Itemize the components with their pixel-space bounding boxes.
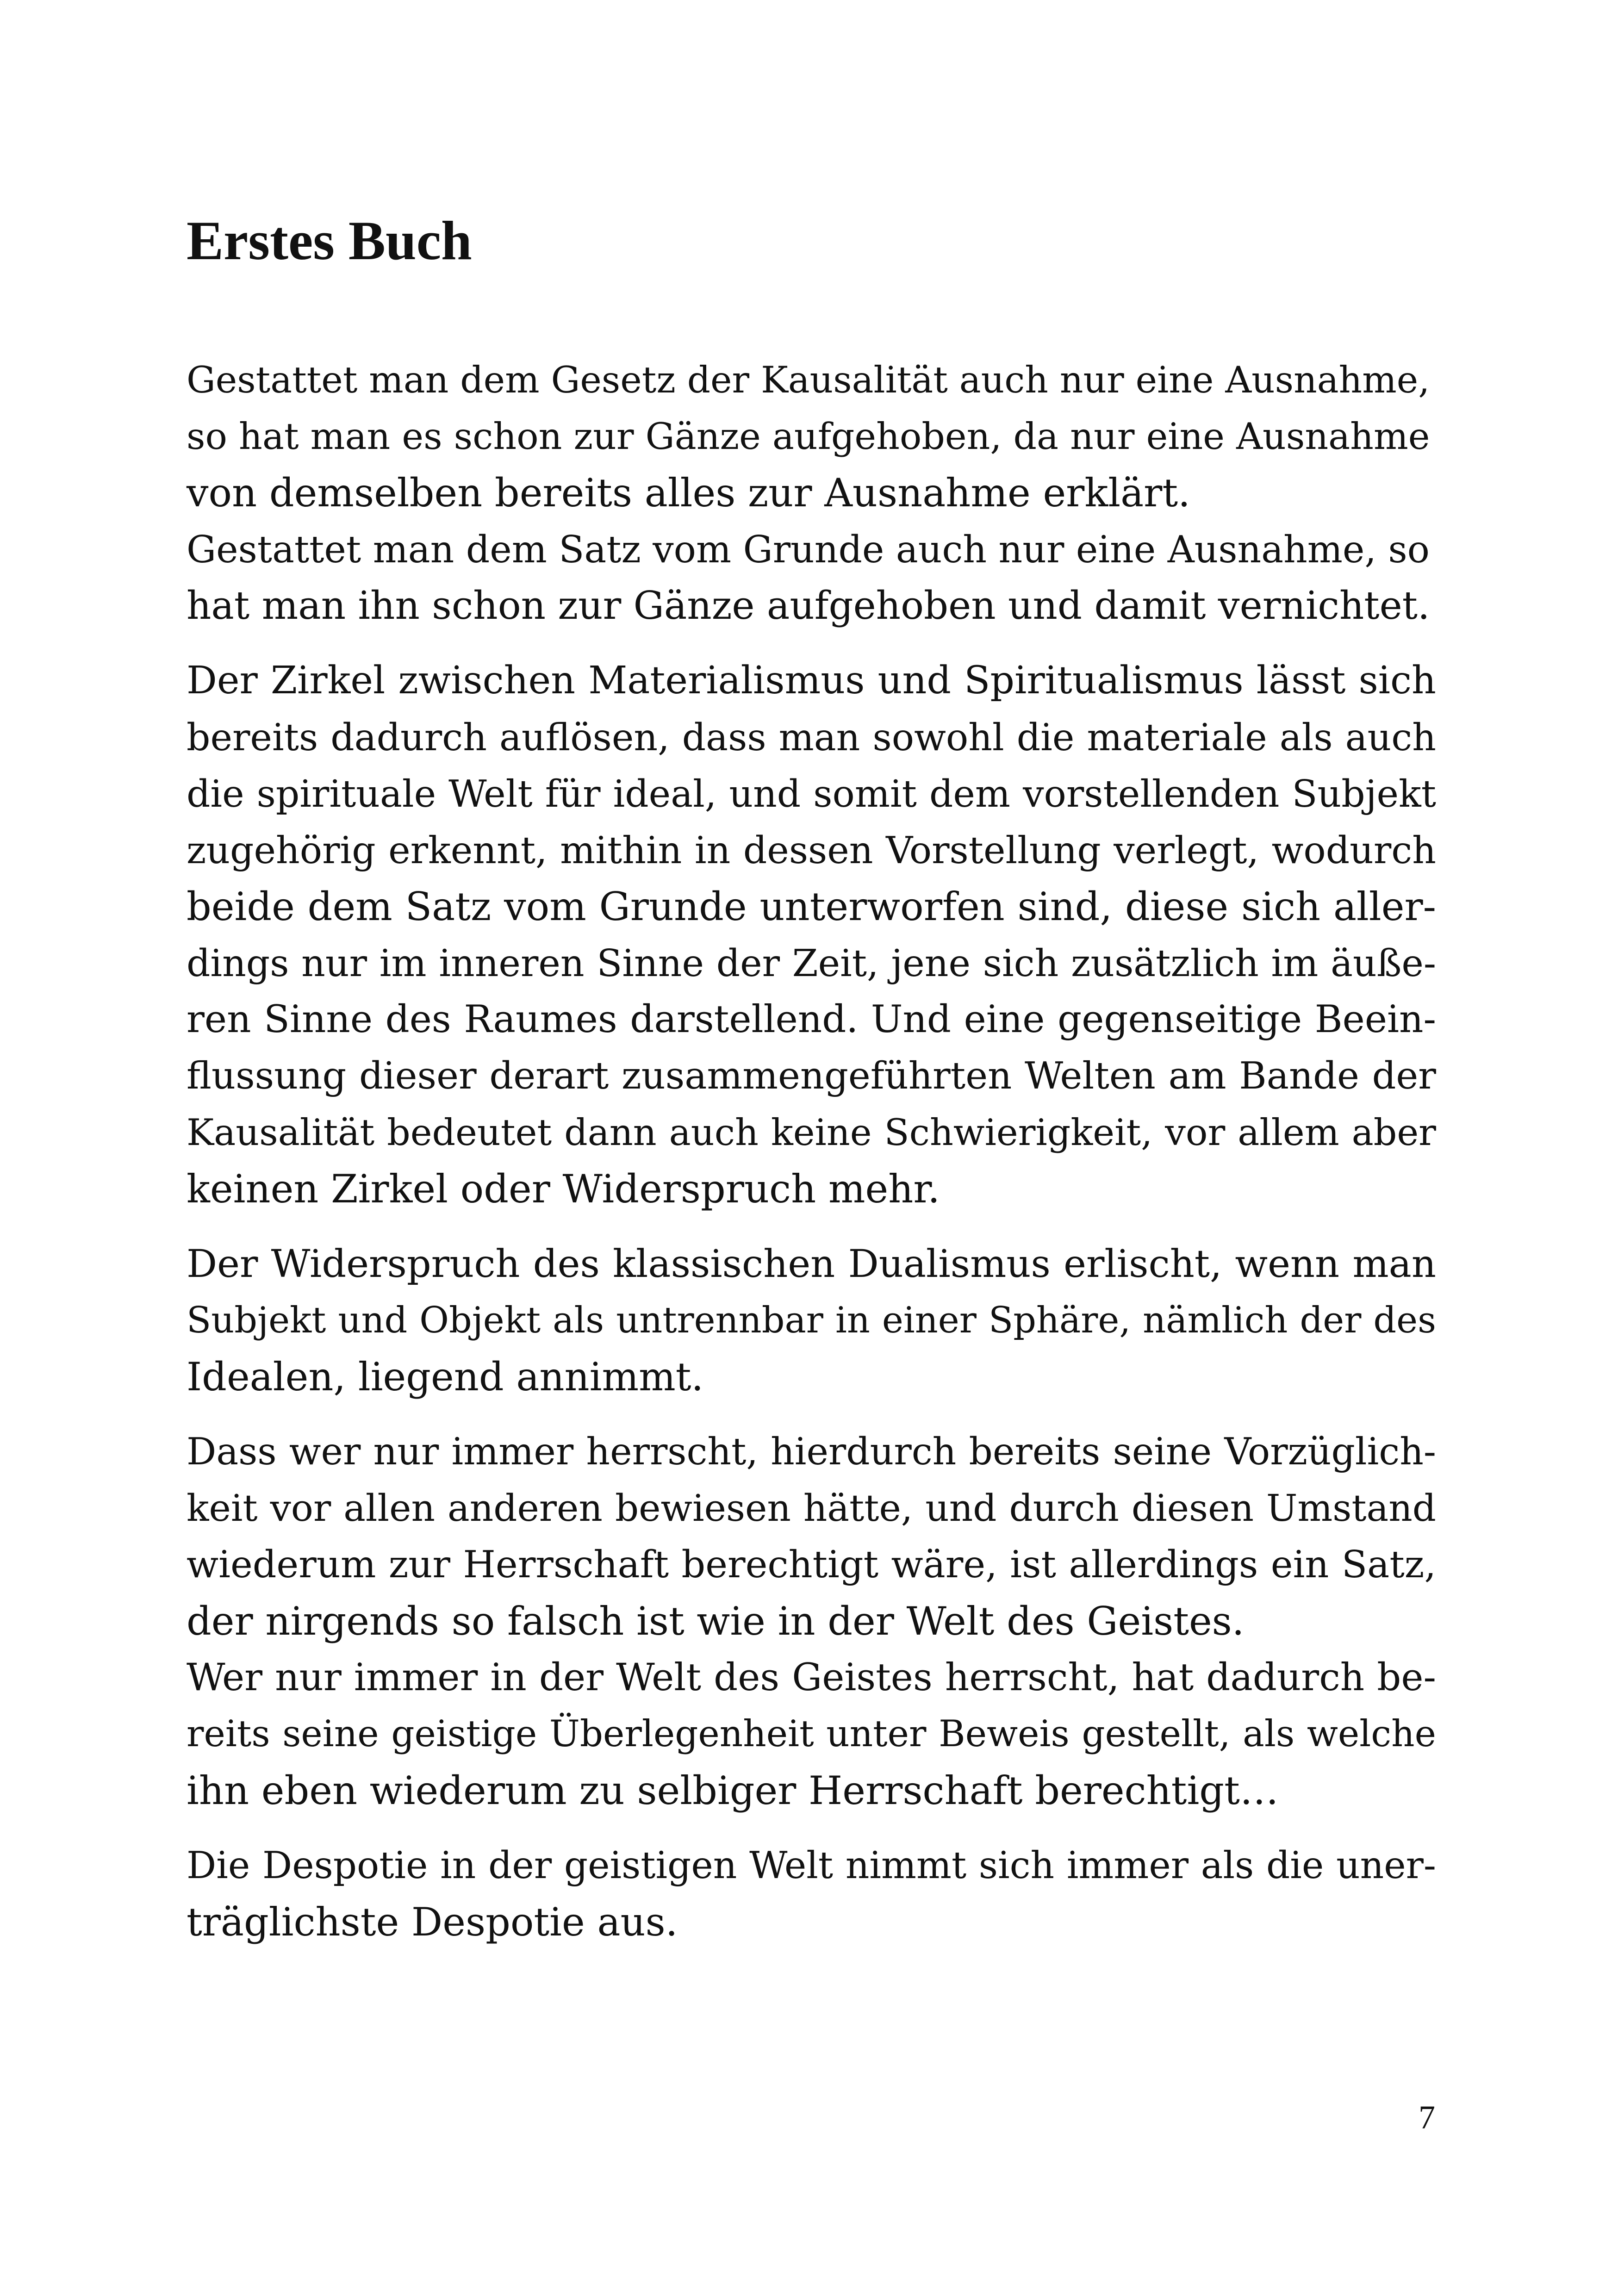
text-line: keinen Zirkel oder Widerspruch mehr. [187, 1166, 940, 1212]
chapter-title: Erstes Buch [187, 210, 472, 271]
text-line: hat man ihn schon zur Gänze aufgehoben und damit vernichtet. [187, 583, 1430, 628]
text-line: ihn eben wiederum zu selbiger Herrschaft berechtigt… [187, 1768, 1279, 1813]
text-line: so hat man es schon zur Gänze aufgehoben, da nur eine Ausnahme [187, 415, 1430, 458]
text-line: wiederum zur Herrschaft berechtigt wäre, ist allerdings ein Satz, [187, 1543, 1436, 1587]
paragraph [187, 1236, 1436, 1405]
text-line: beide dem Satz vom Grunde unterworfen sind, diese sich aller- [187, 884, 1436, 929]
text-line: Idealen, liegend annimmt. [187, 1354, 704, 1400]
text-line: von demselben bereits alles zur Ausnahme erklärt. [187, 470, 1190, 516]
text-line: der nirgends so falsch ist wie in der Welt des Geistes. [187, 1599, 1245, 1644]
text-line: Kausalität bedeutet dann auch keine Schwierigkeit, vor allem aber [187, 1111, 1436, 1154]
paragraph [187, 653, 1436, 1217]
text-line: träglichste Despotie aus. [187, 1899, 678, 1945]
text-line: bereits dadurch auflösen, dass man sowohl die materiale als auch [187, 716, 1436, 759]
text-line: Gestattet man dem Gesetz der Kausalität auch nur eine Ausnahme, [187, 359, 1430, 401]
text-line: Dass wer nur immer herrscht, hierdurch bereits seine Vorzüglich- [187, 1430, 1436, 1473]
text-line: Der Widerspruch des klassischen Dualismus erlischt, wenn man [187, 1242, 1436, 1286]
paragraph [187, 1424, 1436, 1819]
paragraph [187, 1837, 1436, 1950]
text-line: Gestattet man dem Satz vom Grunde auch nur eine Ausnahme, so [187, 528, 1430, 571]
page-number: 7 [1419, 2099, 1435, 2136]
paragraph [187, 352, 1436, 634]
text-line: keit vor allen anderen bewiesen hätte, und durch diesen Umstand [187, 1487, 1436, 1530]
text-line: zugehörig erkennt, mithin in dessen Vorstellung verlegt, wodurch [187, 828, 1436, 872]
text-line: dings nur im inneren Sinne der Zeit, jene sich zusätzlich im äuße- [187, 941, 1436, 985]
text-line: Subjekt und Objekt als untrennbar in einer Sphäre, nämlich der des [187, 1300, 1436, 1341]
text-line: Der Zirkel zwischen Materialismus und Spiritualismus lässt sich [187, 659, 1436, 703]
text-line: Die Despotie in der geistigen Welt nimmt sich immer als die uner- [187, 1844, 1436, 1887]
text-line: flussung dieser derart zusammengeführten Welten am Bande der [187, 1054, 1436, 1098]
text-line: die spirituale Welt für ideal, und somit dem vorstellenden Subjekt [187, 772, 1436, 815]
text-line: reits seine geistige Überlegenheit unter Beweis gestellt, als welche [187, 1713, 1436, 1755]
text-line: ren Sinne des Raumes darstellend. Und eine gegenseitige Beein- [187, 997, 1436, 1041]
text-line: Wer nur immer in der Welt des Geistes herrscht, hat dadurch be- [187, 1655, 1436, 1699]
body-text [187, 352, 1436, 1969]
